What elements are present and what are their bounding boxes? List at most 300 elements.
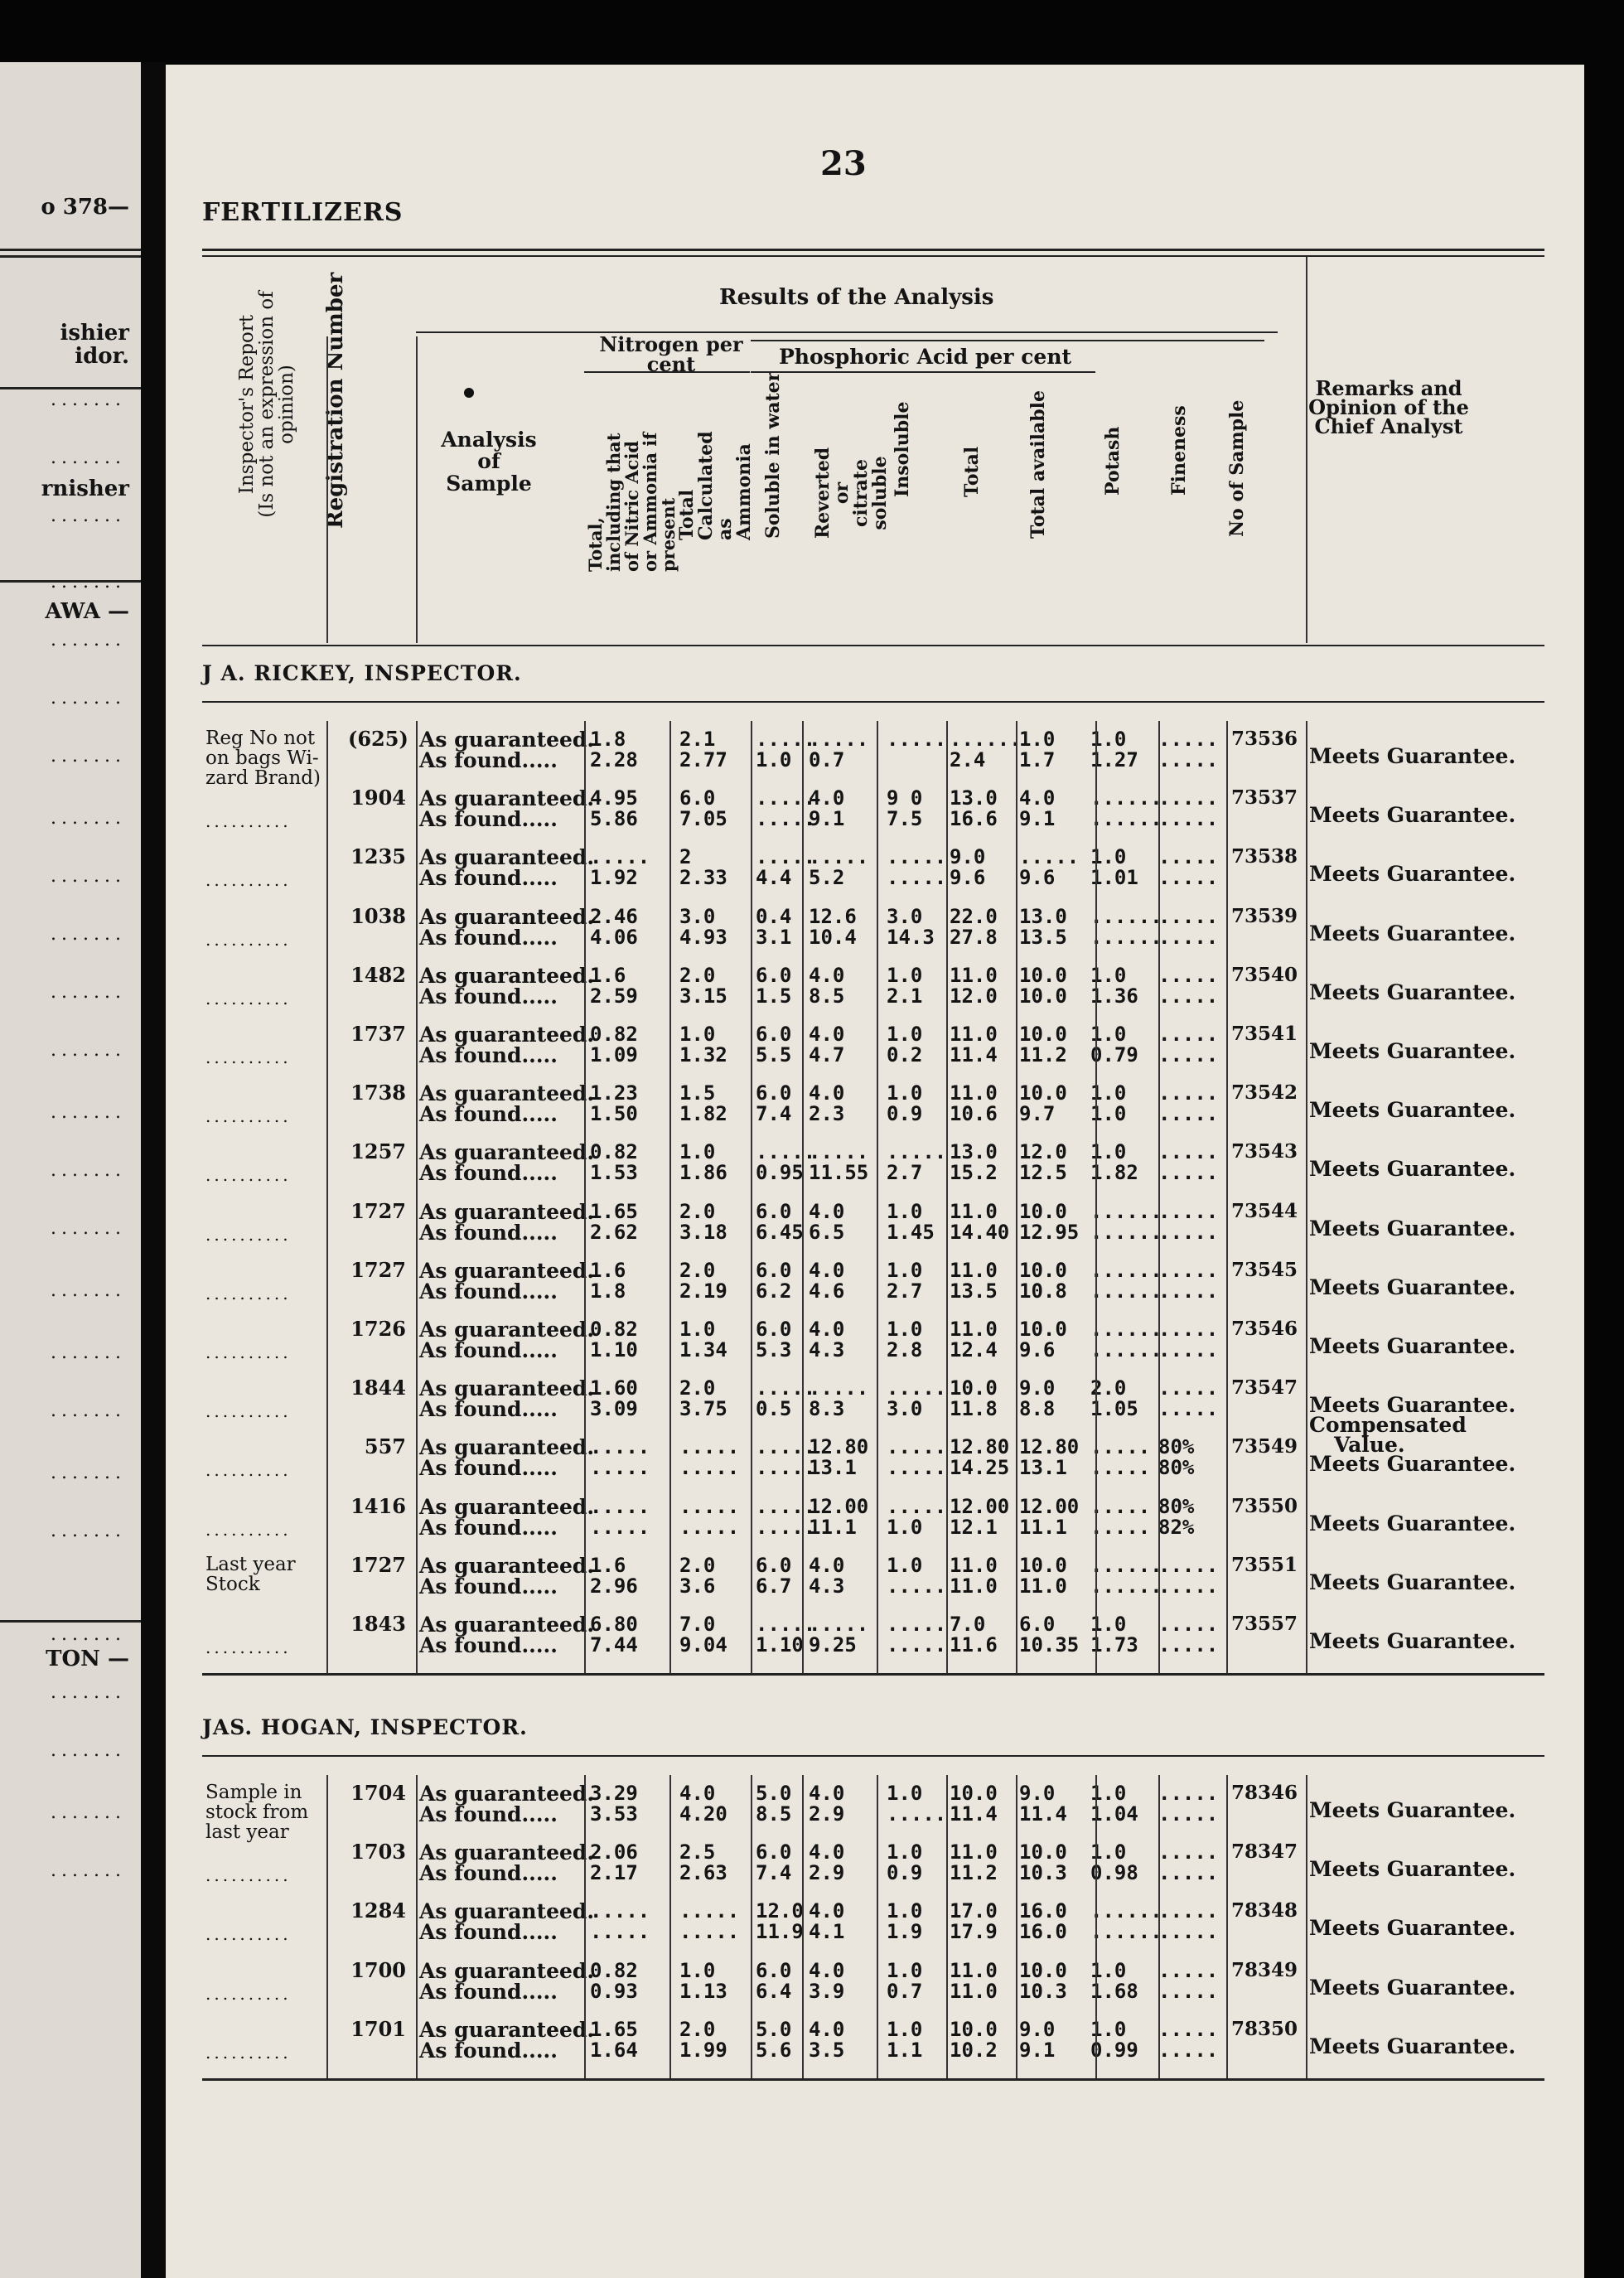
dot-leader: .......... bbox=[205, 1865, 292, 1886]
value-found: 1.45 bbox=[887, 1220, 935, 1244]
remark: Meets Guarantee. bbox=[1309, 2034, 1516, 2058]
column-rule bbox=[802, 1775, 804, 2078]
value-found: 6.4 bbox=[756, 1979, 792, 2003]
column-rule bbox=[1095, 721, 1097, 1673]
value-found: 13.1 bbox=[1019, 1456, 1067, 1480]
value-found: 7.4 bbox=[756, 1861, 792, 1885]
column-rule bbox=[326, 721, 328, 1673]
value-found: 1.10 bbox=[590, 1338, 638, 1361]
value-guaranteed: ..... bbox=[1158, 728, 1219, 751]
value-found: 10.35 bbox=[1019, 1633, 1080, 1657]
header-phosphoric-group: Phosphoric Acid per cent bbox=[779, 345, 1072, 369]
dot-leader: ....... bbox=[51, 630, 126, 651]
value-found: 11.2 bbox=[950, 1861, 998, 1885]
value-guaranteed: 1.0 bbox=[1090, 1958, 1127, 1982]
value-guaranteed: 12.80 bbox=[1019, 1435, 1080, 1459]
label-found: As found..... bbox=[419, 1161, 558, 1186]
value-found: ..... bbox=[679, 1920, 740, 1944]
value-found: 1.0 bbox=[756, 748, 792, 771]
value-guaranteed: 3.0 bbox=[887, 904, 923, 928]
value-found: 3.09 bbox=[590, 1397, 638, 1421]
value-found: 0.7 bbox=[887, 1979, 923, 2003]
value-guaranteed: 4.0 bbox=[809, 1840, 845, 1864]
value-found: 9.7 bbox=[1019, 1102, 1056, 1126]
value-guaranteed: ..... bbox=[590, 1494, 650, 1518]
value-guaranteed: ..... bbox=[1158, 963, 1219, 987]
inspector-note: zard Brand) bbox=[205, 767, 321, 789]
value-guaranteed: 10.0 bbox=[1019, 963, 1067, 987]
value-guaranteed: 1.6 bbox=[590, 963, 626, 987]
value-guaranteed: 4.0 bbox=[809, 1958, 845, 1982]
label-guaranteed: As guaranteed. bbox=[419, 963, 595, 988]
value-guaranteed: 1.0 bbox=[887, 1958, 923, 1982]
label-guaranteed: As guaranteed. bbox=[419, 1782, 595, 1806]
value-found: 4.1 bbox=[809, 1920, 845, 1944]
value-found: 9.6 bbox=[1019, 1338, 1056, 1361]
sample-number: 73539 bbox=[1231, 904, 1298, 927]
value-guaranteed: 0.82 bbox=[590, 1318, 638, 1341]
value-guaranteed: 6.0 bbox=[756, 1258, 792, 1282]
dot-leader: ....... bbox=[51, 389, 126, 410]
header-insoluble: Insoluble bbox=[892, 401, 913, 497]
value-guaranteed: 12.6 bbox=[809, 904, 857, 928]
sample-number: 78348 bbox=[1231, 1899, 1298, 1923]
label-guaranteed: As guaranteed. bbox=[419, 1553, 595, 1578]
label-found: As found..... bbox=[419, 1515, 558, 1540]
value-guaranteed: 1.0 bbox=[679, 1140, 716, 1164]
sample-number: 73544 bbox=[1231, 1199, 1298, 1222]
remark: Meets Guarantee. bbox=[1309, 1569, 1516, 1594]
value-found: 4.93 bbox=[679, 925, 727, 949]
value-guaranteed: ..... bbox=[1158, 1081, 1219, 1105]
value-found: 1.10 bbox=[756, 1633, 804, 1657]
value-found: 10.3 bbox=[1019, 1979, 1067, 2003]
value-found: 1.86 bbox=[679, 1161, 727, 1185]
value-found: ..... bbox=[756, 1515, 816, 1539]
dot-leader: .......... bbox=[205, 1047, 292, 1067]
value-guaranteed: 1.0 bbox=[887, 1318, 923, 1341]
value-found: ..... bbox=[1158, 866, 1219, 890]
label-found: As found..... bbox=[419, 1220, 558, 1245]
value-guaranteed: 80% bbox=[1158, 1494, 1195, 1518]
value-guaranteed: 2.0 bbox=[1090, 1376, 1127, 1400]
value-found: 11.4 bbox=[1019, 1802, 1067, 1826]
dot-leader: ....... bbox=[51, 1102, 126, 1123]
value-guaranteed: 1.0 bbox=[679, 1023, 716, 1046]
dot-leader: .......... bbox=[205, 1983, 292, 2004]
header-soluble-water: Soluble in water bbox=[762, 371, 784, 539]
column-rule bbox=[584, 721, 586, 1673]
value-found: 12.95 bbox=[1019, 1220, 1080, 1244]
dot-leader: .......... bbox=[205, 1224, 292, 1245]
value-found: 13.1 bbox=[809, 1456, 857, 1480]
value-guaranteed: ...... bbox=[1090, 1199, 1162, 1223]
value-guaranteed: 1.0 bbox=[887, 1023, 923, 1046]
label-found: As found..... bbox=[419, 1920, 558, 1945]
value-guaranteed: 11.0 bbox=[950, 963, 998, 987]
value-guaranteed: ..... bbox=[809, 845, 869, 869]
value-found: 1.50 bbox=[590, 1102, 638, 1126]
value-guaranteed: 3.29 bbox=[590, 1782, 638, 1805]
sample-number: 78349 bbox=[1231, 1958, 1298, 1981]
inspector-note: on bags Wi- bbox=[205, 747, 319, 769]
value-found: 1.32 bbox=[679, 1043, 727, 1066]
value-guaranteed: ..... bbox=[887, 728, 947, 751]
remark: Meets Guarantee. bbox=[1309, 1393, 1516, 1418]
value-guaranteed: 1.8 bbox=[590, 728, 626, 751]
registration-number: 1700 bbox=[350, 1957, 406, 1982]
value-guaranteed: 11.0 bbox=[950, 1958, 998, 1982]
label-guaranteed: As guaranteed. bbox=[419, 1081, 595, 1106]
label-found: As found..... bbox=[419, 984, 558, 1008]
label-guaranteed: As guaranteed. bbox=[419, 1376, 595, 1401]
value-found: 5.86 bbox=[590, 807, 638, 831]
value-guaranteed: 0.82 bbox=[590, 1023, 638, 1046]
value-guaranteed: 4.0 bbox=[809, 1023, 845, 1046]
value-guaranteed: 6.0 bbox=[756, 1199, 792, 1223]
value-found: ..... bbox=[756, 1456, 816, 1480]
value-guaranteed: 2.0 bbox=[679, 1258, 716, 1282]
column-rule bbox=[1095, 1775, 1097, 2078]
value-found: 14.3 bbox=[887, 925, 935, 949]
value-guaranteed: 1.0 bbox=[887, 1899, 923, 1923]
dot-leader: ....... bbox=[51, 1802, 126, 1823]
page-number: 23 bbox=[820, 144, 867, 183]
remark: Meets Guarantee. bbox=[1309, 862, 1516, 887]
value-found: ..... bbox=[887, 1456, 947, 1480]
value-guaranteed: 1.0 bbox=[1019, 728, 1056, 751]
dot-leader: ....... bbox=[51, 1040, 126, 1061]
value-guaranteed: 4.0 bbox=[809, 786, 845, 810]
value-guaranteed: 0.82 bbox=[590, 1140, 638, 1164]
value-guaranteed: ..... bbox=[809, 1613, 869, 1636]
value-guaranteed: 4.0 bbox=[809, 1081, 845, 1105]
left-fragment-5: AWA — bbox=[45, 599, 129, 624]
section-rule bbox=[202, 1755, 1544, 1757]
value-found: 2.7 bbox=[887, 1279, 923, 1303]
header-registration-number: Registration Number bbox=[323, 272, 348, 529]
value-found: 1.5 bbox=[756, 984, 792, 1008]
label-guaranteed: As guaranteed. bbox=[419, 1258, 595, 1283]
value-found: ..... bbox=[756, 807, 816, 831]
value-guaranteed: ..... bbox=[1158, 1613, 1219, 1636]
value-found: ..... bbox=[1158, 1861, 1219, 1885]
value-guaranteed: ..... bbox=[1158, 2017, 1219, 2041]
value-found: ..... bbox=[1158, 1802, 1219, 1826]
inspector-heading: J A. RICKEY, INSPECTOR. bbox=[202, 661, 522, 685]
value-found: ..... bbox=[1158, 807, 1219, 831]
value-found: 9.6 bbox=[950, 866, 986, 890]
header-rule bbox=[416, 336, 418, 643]
value-found: ...... bbox=[1090, 1338, 1162, 1361]
sample-number: 73551 bbox=[1231, 1553, 1298, 1576]
dot-leader: .......... bbox=[205, 1637, 292, 1657]
value-guaranteed: ...... bbox=[950, 728, 1022, 751]
value-found: 0.7 bbox=[809, 748, 845, 771]
sample-number: 73549 bbox=[1231, 1435, 1298, 1458]
value-found: ..... bbox=[1158, 2038, 1219, 2062]
value-found: 6.45 bbox=[756, 1220, 804, 1244]
value-found: 2.77 bbox=[679, 748, 727, 771]
value-found: 6.2 bbox=[756, 1279, 792, 1303]
value-found: 1.92 bbox=[590, 866, 638, 890]
value-guaranteed: 11.0 bbox=[950, 1081, 998, 1105]
column-rule bbox=[946, 721, 948, 1673]
value-guaranteed: 1.0 bbox=[887, 1782, 923, 1805]
registration-number: 1235 bbox=[350, 844, 406, 869]
value-guaranteed: 10.0 bbox=[1019, 1081, 1067, 1105]
value-found: 9.6 bbox=[1019, 866, 1056, 890]
value-guaranteed: 6.0 bbox=[756, 1023, 792, 1046]
remark: Meets Guarantee. bbox=[1309, 1334, 1516, 1358]
value-guaranteed: ...... bbox=[1090, 904, 1162, 928]
label-guaranteed: As guaranteed. bbox=[419, 1140, 595, 1165]
value-guaranteed: ..... bbox=[1158, 1318, 1219, 1341]
dot-leader: ....... bbox=[51, 572, 126, 592]
value-found: 2.17 bbox=[590, 1861, 638, 1885]
value-guaranteed: 12.80 bbox=[809, 1435, 869, 1459]
value-guaranteed: ..... bbox=[1158, 786, 1219, 810]
value-guaranteed: ..... bbox=[809, 1140, 869, 1164]
value-guaranteed: 1.65 bbox=[590, 1199, 638, 1223]
value-guaranteed: ..... bbox=[1158, 1376, 1219, 1400]
value-guaranteed: 1.0 bbox=[887, 1553, 923, 1577]
sample-number: 78347 bbox=[1231, 1840, 1298, 1864]
registration-number: 1482 bbox=[350, 962, 406, 987]
top-rule bbox=[202, 255, 1544, 257]
value-guaranteed: 11.0 bbox=[950, 1553, 998, 1577]
value-found: 5.6 bbox=[756, 2038, 792, 2062]
column-rule bbox=[751, 721, 752, 1673]
value-guaranteed: 4.95 bbox=[590, 786, 638, 810]
value-guaranteed: ..... bbox=[756, 728, 816, 751]
left-page-fragment bbox=[0, 62, 141, 2278]
value-guaranteed: 10.0 bbox=[1019, 1958, 1067, 1982]
section-end-rule bbox=[202, 2078, 1544, 2081]
value-found: 3.18 bbox=[679, 1220, 727, 1244]
registration-number: 1703 bbox=[350, 1840, 406, 1864]
value-found: ...... bbox=[1090, 1220, 1162, 1244]
value-found: ..... bbox=[1090, 1456, 1151, 1480]
value-guaranteed: 2.0 bbox=[679, 1376, 716, 1400]
value-found: 82% bbox=[1158, 1515, 1195, 1539]
value-guaranteed: 0.4 bbox=[756, 904, 792, 928]
value-found: 7.44 bbox=[590, 1633, 638, 1657]
left-fragment-4: rnisher bbox=[41, 476, 129, 501]
dot-leader: ....... bbox=[51, 808, 126, 829]
value-guaranteed: ..... bbox=[1158, 1899, 1219, 1923]
header-rule bbox=[751, 371, 1095, 373]
value-guaranteed: 1.0 bbox=[1090, 2017, 1127, 2041]
value-guaranteed: 1.60 bbox=[590, 1376, 638, 1400]
value-found: 0.5 bbox=[756, 1397, 792, 1421]
value-guaranteed: 6.80 bbox=[590, 1613, 638, 1636]
dot-leader: .......... bbox=[205, 1342, 292, 1362]
value-found: 2.4 bbox=[950, 748, 986, 771]
left-fragment-2: ishier bbox=[60, 321, 129, 346]
value-guaranteed: 6.0 bbox=[756, 963, 792, 987]
dot-leader: ....... bbox=[51, 1160, 126, 1181]
value-found: 3.1 bbox=[756, 925, 792, 949]
value-guaranteed: ..... bbox=[1158, 1199, 1219, 1223]
value-guaranteed: 4.0 bbox=[1019, 786, 1056, 810]
dot-leader: ....... bbox=[51, 688, 126, 709]
value-guaranteed: ..... bbox=[756, 845, 816, 869]
value-guaranteed: ..... bbox=[887, 1613, 947, 1636]
registration-number: 1727 bbox=[350, 1257, 406, 1282]
value-guaranteed: 6.0 bbox=[756, 1081, 792, 1105]
value-guaranteed: 2.1 bbox=[679, 728, 716, 751]
dot-leader: ....... bbox=[51, 866, 126, 887]
value-found: 16.0 bbox=[1019, 1920, 1067, 1944]
value-found: 16.6 bbox=[950, 807, 998, 831]
dot-leader: ....... bbox=[51, 1280, 126, 1301]
value-found: ...... bbox=[1090, 925, 1162, 949]
value-found: 4.3 bbox=[809, 1574, 845, 1598]
value-guaranteed: 13.0 bbox=[950, 1140, 998, 1164]
column-rule bbox=[669, 721, 671, 1673]
dot-leader: ....... bbox=[51, 1218, 126, 1239]
header-results: Results of the Analysis bbox=[719, 285, 994, 310]
remark: Meets Guarantee. bbox=[1309, 979, 1516, 1004]
remark: Meets Guarantee. bbox=[1309, 1629, 1516, 1653]
value-found: 13.5 bbox=[1019, 925, 1067, 949]
value-guaranteed: 7.0 bbox=[950, 1613, 986, 1636]
value-found: 11.55 bbox=[809, 1161, 869, 1185]
value-guaranteed: 1.6 bbox=[590, 1553, 626, 1577]
value-guaranteed: 4.0 bbox=[809, 1899, 845, 1923]
value-found: 8.5 bbox=[756, 1802, 792, 1826]
value-found: 0.79 bbox=[1090, 1043, 1138, 1066]
value-found: 1.73 bbox=[1090, 1633, 1138, 1657]
registration-number: 1727 bbox=[350, 1552, 406, 1577]
value-guaranteed: 1.0 bbox=[1090, 1782, 1127, 1805]
left-fragment-6: TON — bbox=[46, 1647, 129, 1671]
value-guaranteed: 11.0 bbox=[950, 1318, 998, 1341]
column-rule bbox=[946, 1775, 948, 2078]
dot-leader: ....... bbox=[51, 1463, 126, 1483]
remark: Meets Guarantee. bbox=[1309, 1216, 1516, 1241]
dot-leader: ....... bbox=[51, 924, 126, 945]
value-guaranteed: ...... bbox=[1090, 786, 1162, 810]
registration-number: 1727 bbox=[350, 1198, 406, 1223]
sample-number: 73542 bbox=[1231, 1081, 1298, 1105]
value-found: ..... bbox=[590, 1456, 650, 1480]
label-found: As found..... bbox=[419, 1338, 558, 1362]
value-found: 1.53 bbox=[590, 1161, 638, 1185]
value-found: 14.40 bbox=[950, 1220, 1010, 1244]
label-guaranteed: As guaranteed. bbox=[419, 1023, 595, 1047]
value-guaranteed: 1.5 bbox=[679, 1081, 716, 1105]
value-found: 4.7 bbox=[809, 1043, 845, 1066]
inspector-note: last year bbox=[205, 1821, 289, 1843]
value-found: 6.5 bbox=[809, 1220, 845, 1244]
registration-number: (625) bbox=[348, 727, 408, 751]
column-rule bbox=[1226, 1775, 1228, 2078]
value-found: ...... bbox=[1090, 1279, 1162, 1303]
value-guaranteed: 4.0 bbox=[809, 1553, 845, 1577]
value-found: 3.0 bbox=[887, 1397, 923, 1421]
registration-number: 1904 bbox=[350, 786, 406, 810]
header-nitrogen-total: Total, including that of Nitric Acid or Ammonia if present bbox=[585, 432, 679, 572]
top-rule bbox=[202, 249, 1544, 251]
value-guaranteed: 9.0 bbox=[1019, 1782, 1056, 1805]
column-rule bbox=[1158, 721, 1160, 1673]
registration-number: 1844 bbox=[350, 1376, 406, 1400]
value-guaranteed: 1.23 bbox=[590, 1081, 638, 1105]
value-guaranteed: ..... bbox=[590, 845, 650, 869]
value-found: ..... bbox=[887, 1633, 947, 1657]
value-guaranteed: 1.0 bbox=[1090, 845, 1127, 869]
dot-leader: .......... bbox=[205, 1401, 292, 1422]
dot-leader: .......... bbox=[205, 1460, 292, 1481]
dot-leader: ....... bbox=[51, 1624, 126, 1645]
remark: Meets Guarantee. bbox=[1309, 1098, 1516, 1123]
value-guaranteed: ..... bbox=[679, 1494, 740, 1518]
value-found: 11.2 bbox=[1019, 1043, 1067, 1066]
value-found: 7.05 bbox=[679, 807, 727, 831]
value-found: 15.2 bbox=[950, 1161, 998, 1185]
value-found: 4.3 bbox=[809, 1338, 845, 1361]
value-found: 10.2 bbox=[950, 2038, 998, 2062]
value-guaranteed: 12.0 bbox=[756, 1899, 804, 1923]
value-found: 1.0 bbox=[887, 1515, 923, 1539]
value-guaranteed: ..... bbox=[809, 728, 869, 751]
header-total-available: Total available bbox=[1027, 390, 1049, 539]
value-guaranteed: ..... bbox=[1158, 1958, 1219, 1982]
value-found: 1.9 bbox=[887, 1920, 923, 1944]
value-guaranteed: ..... bbox=[679, 1899, 740, 1923]
remark: Compensated bbox=[1309, 1413, 1467, 1438]
value-found: 1.0 bbox=[1090, 1102, 1127, 1126]
value-guaranteed: ...... bbox=[1090, 1553, 1162, 1577]
value-found: 8.3 bbox=[809, 1397, 845, 1421]
value-guaranteed: 4.0 bbox=[809, 1782, 845, 1805]
value-guaranteed: 1.0 bbox=[1090, 1081, 1127, 1105]
label-found: As found..... bbox=[419, 748, 558, 772]
value-guaranteed: ..... bbox=[1158, 1258, 1219, 1282]
column-rule bbox=[877, 1775, 878, 2078]
label-found: As found..... bbox=[419, 1633, 558, 1657]
value-guaranteed: 3.0 bbox=[679, 904, 716, 928]
value-found: 10.6 bbox=[950, 1102, 998, 1126]
value-guaranteed: 4.0 bbox=[809, 1318, 845, 1341]
value-found: 7.5 bbox=[887, 807, 923, 831]
value-found: 2.63 bbox=[679, 1861, 727, 1885]
column-rule bbox=[751, 1775, 752, 2078]
column-rule bbox=[326, 1775, 328, 2078]
value-found: ..... bbox=[1090, 1515, 1151, 1539]
column-rule bbox=[802, 721, 804, 1673]
label-guaranteed: As guaranteed. bbox=[419, 1958, 595, 1983]
value-found: ..... bbox=[1158, 748, 1219, 771]
value-found: 3.75 bbox=[679, 1397, 727, 1421]
value-guaranteed: 1.0 bbox=[887, 963, 923, 987]
value-found: 5.5 bbox=[756, 1043, 792, 1066]
value-found: 14.25 bbox=[950, 1456, 1010, 1480]
dot-leader: ....... bbox=[51, 1740, 126, 1761]
value-found: 0.99 bbox=[1090, 2038, 1138, 2062]
header-total: Total bbox=[961, 446, 983, 497]
dot-leader: .......... bbox=[205, 870, 292, 891]
value-found: 11.0 bbox=[950, 1574, 998, 1598]
column-rule bbox=[1158, 1775, 1160, 2078]
header-inspector-report: Inspector's Report (Is not an expression of opinion) bbox=[236, 291, 298, 518]
value-found: 1.04 bbox=[1090, 1802, 1138, 1826]
value-found: ..... bbox=[679, 1456, 740, 1480]
value-found: 11.6 bbox=[950, 1633, 998, 1657]
remark: Meets Guarantee. bbox=[1309, 1798, 1516, 1822]
